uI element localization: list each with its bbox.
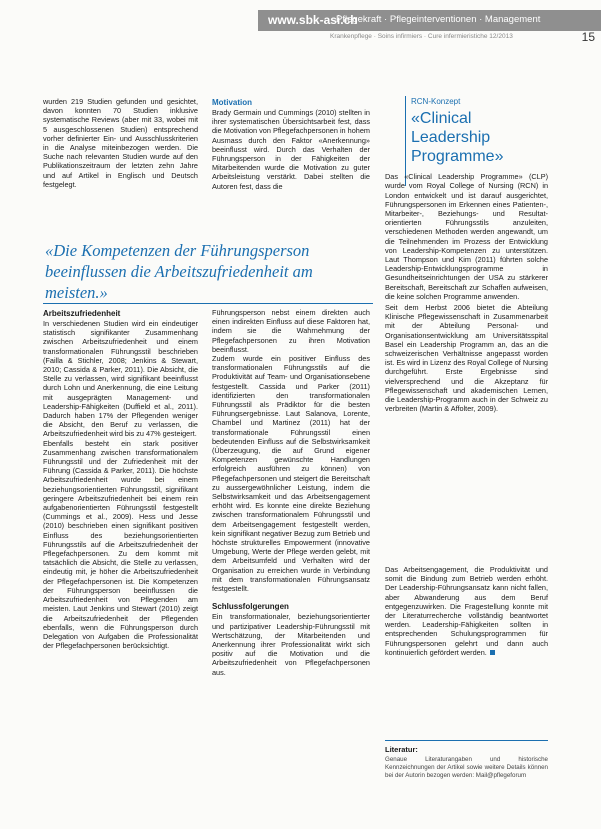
rcn-box: [385, 97, 548, 413]
rcn-kicker: RCN-Konzept: [411, 97, 461, 106]
conclusions-heading: Schlussfolgerungen: [212, 602, 289, 612]
arbeitszufriedenheit-section: [43, 308, 198, 650]
page-header-bar: [258, 10, 601, 31]
page-number: 15: [581, 30, 595, 44]
site-url[interactable]: www.sbk-asi.ch: [268, 13, 358, 27]
header-subline: Krankenpflege · Soins infirmiers · Cure infermieristiche 12/2013: [330, 33, 513, 40]
literature-box: [385, 745, 548, 780]
rcn-text-2: Seit dem Herbst 2006 bietet die Abteilung Klinische Pflegewissenschaft in Zusammenarbeit mit der Abteilung Personal- und Organisationsentwicklung am Universitätsspital Basel ein Leadership Programm an, das an die schweizerischen Verhältnisse angepasst worden ist. Es wird in Lizenz des Royal College of Nursing durchgeführt. Erste Ergebnisse sind vielversprechend und die Akzeptanz für Pflegewissenschaft und akademischen Lernen, die Leadership-Programm auch in der Schweiz zu verbreiten (Martin & Affolter, 2009).: [385, 303, 548, 414]
literature-text: Genaue Literaturangaben und historische Kennzeichnungen der Artikel sowie weitere Details können bei der Autorin bezogen werden: Mail@pflegeforum: [385, 756, 548, 780]
conclusions-continued: [385, 565, 548, 657]
arbeitszufriedenheit-text: In verschiedenen Studien wird ein eindeutiger statistisch signifikanter Zusammenhang zwischen Arbeitszufriedenheit und einem transformationalen Führungsstil beschrieben (Failla & Stichler, 2008; Jenkins & Stewart, 2010; Cassida & Parker, 2011). Die Absicht, die Stelle zu verlassen, wird signifikant beeinflusst durch Lohn und Anerkennung, die eine Leitung mit ausgeprägten Management- und Leadership-Fähigkeiten (Duffield et al., 2011). Dadurch haben 17% der Pflegenden weniger die Absicht, den Beruf zu verlassen, die Arbeitszufriedenheit wird bis zu 47% gesteigert.: [43, 319, 198, 439]
intro-text: wurden 219 Studien gefunden und gesichtet, davon konnten 70 Studien inklusive systematische Reviews (aber mit 33, wobei mit 5 ausgeschlossenen Studien) entsprechend vorher definierter Ein- und Ausschlusskriterien in die Analyse miteinbezogen werden. Die Suche nach relevanten Studien wurde auf den Publikationszeitraum der letzten zehn Jahre und auf Artikel in Englisch und Deutsch festgelegt.: [43, 97, 198, 189]
literature-rule: [385, 740, 548, 741]
rcn-text: Das «Clinical Leadership Programme» (CLP) wurde vom Royal College of Nursing (RCN) in London entwickelt und ist darauf ausgerichtet, Führungspersonen im Erkennen eines Patienten-, Mitarbeiter-, Beziehungs- und Resultat-orientierten Führungsstils anzuleiten, verschiedenen Methoden werden angewandt, um die Teilnehmenden im Prozess der Entwicklung von Leadership-Kompetenzen zu unterstützen. Laut Thompson und Kim (2011) führten solche Leadership-Entwicklungsprogramme in Gesundheitseinrichtungen der USA zu stärkerer Bereitschaft, Bereitschaft zur Schaffen aufweisen, die keine solchen Programme anwenden.: [385, 172, 548, 301]
motivation-heading: Motivation: [212, 98, 252, 107]
header-rubric: Pflegekraft · Pflegeinterventionen · Management: [336, 14, 541, 25]
conclusions-text: Ein transformationaler, beziehungsorientierter und partizipativer Leadership-Führungsstil mit Wertschätzung, der Mitarbeitenden und Anerkennung ihrer Professionalität wirkt sich positiv auf die Motivation und die Arbeitszufriedenheit von Pflegefachpersonen aus.: [212, 612, 370, 677]
conclusions-continued-text: Das Arbeitsengagement, die Produktivität und somit die Bindung zum Betrieb werden erhöht. Der Leadership-Führungsansatz kann nicht fallen, aber Abwanderung aus dem Beruf entgegenzuwirken. Die Fragestellung konnte mit der Literaturrecherche vollständig beantwortet werden. Leadership-Fähigkeiten sollten in entsprechenden Schulungsprogrammen für Führungspersonen gelehrt und dann auch kontinuierlich gefördert werden.: [385, 565, 548, 657]
effects-text-2: Zudem wurde ein positiver Einfluss des transformationalen Führungsstils auf die Produktivität auf Team- und Organisationsebene festgestellt. Cassida und Parker (2011) identifizierten den transformationalen Führungsstil als Prädiktor für die besten Führungsergebnisse. Laut Salanova, Lorente, Chambel und Martinez (2011) hat der transformationale Führungsstil einen bedeutenden Einfluss auf die Selbstwirksamkeit (Überzeugung, die auf Grund eigener Kompetenzen gewünschte Handlungen erfolgreich ausführen zu können) von Pflegefachpersonen und steigert die Bereitschaft zu aussergewöhnlicher Leistung, indem die Selbstwirksamkeit und das Arbeitsengagement erhöht wird. Es konnte eine direkte Beziehung zwischen transformationalem Führungsstil und dem Arbeitsengagement festgestellt werden, kein signifikant negativer Bezug zum Betrieb und höchste strukturelles Empowerment (innovative Umgebung, Werte der Pflege werden gelebt, mit dem Arbeitsumfeld und Verhalten wird der Organisation zu erreichen wurde in Verbindung mit dem transformationalen Führungsansatz festgestellt.: [212, 354, 370, 594]
motivation-section: [212, 97, 370, 191]
arbeitszufriedenheit-heading: Arbeitszufriedenheit: [43, 309, 121, 318]
quote-separator: [43, 303, 373, 304]
effects-section: [212, 308, 370, 677]
pull-quote: «Die Kompetenzen der Führungsperson beeinflussen die Arbeitszufriedenheit am meisten.»: [45, 241, 313, 302]
motivation-text: Brady Germain und Cummings (2010) stellten in ihrer systematischen Übersichtsarbeit fest, dass die Motivation von Pflegefachpersonen in hohem Ausmass durch den Faktor «Anerkennung» beeinflusst wird. Durch das Verhalten der Führungsperson in der Fähigkeiten der Mitarbeitenden wurde die Motivation zu guter Arbeitsleistung verstärkt. Dabei stellten die Autoren fest, dass die: [212, 108, 370, 191]
end-mark-icon: [490, 650, 495, 655]
rcn-title: «Clinical Leadership Programme»: [411, 110, 504, 166]
effects-text: Führungsperson nebst einem direkten auch einen indirekten Einfluss auf diese Faktoren hat, indem sie die Wahrnehmung der Pflegefachpersonen zu ihren Motivation beeinflusst.: [212, 308, 370, 354]
intro-column: [43, 97, 198, 189]
literature-heading: Literatur:: [385, 745, 418, 754]
arbeitszufriedenheit-text-2: Ebenfalls besteht ein stark positiver Zusammenhang zwischen transformationalem Führungsstil und der Zufriedenheit mit der Führung (Cassida & Parker, 2011). Die höchste Arbeitszufriedenheit wurde bei einem beziehungsorientierten Führungsstil, signifikant geringere Arbeitszufriedenheit bei einem rein aufgabenorientierten Führungsstil festgestellt (Cummings et al., 2009). Hess und Jesse (2010) beschrieben einen signifikant positiven Einfluss des beziehungsorientierten Führungsstils auf die Arbeitszufriedenheit der Pflegefachpersonen. Zu dem kommt mit tatsächlich die Absicht, die Stelle zu verlassen, eindeutig mit, je höher die Arbeitszufriedenheit der Pflegefachpersonen ist. Die Kompetenzen der Führungsperson beeinflussen die Arbeitszufriedenheit von Pflegenden am meisten. Laut Jenkins und Stewart (2010) zeigt die Arbeitszufriedenheit der Pflegenden ebenfalls, wenn die Führungsperson durch Delegation von Aufgaben die Professionalität der Pflegefachpersonen berücksichtigt.: [43, 438, 198, 651]
